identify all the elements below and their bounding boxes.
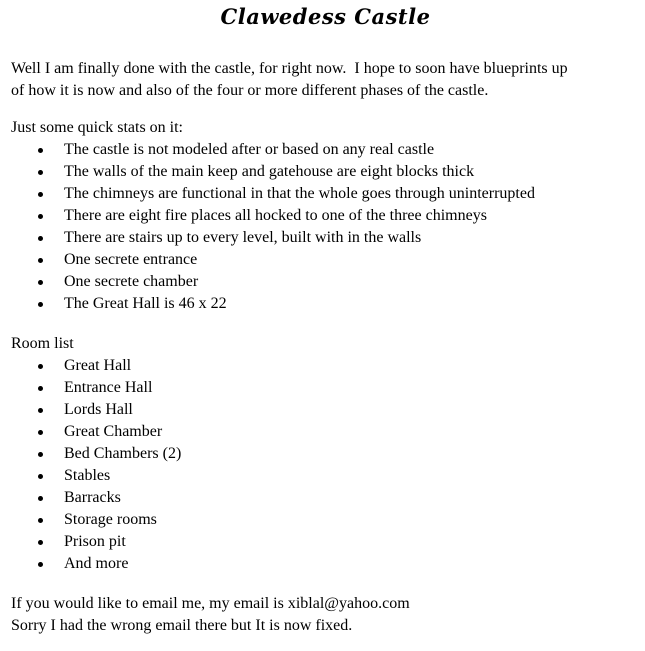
bullet-icon [38,474,43,479]
footer-paragraph [11,593,410,637]
list-item: There are stairs up to every level, built with in the walls [11,227,535,249]
bullet-icon [38,430,43,435]
bullet-icon [38,258,43,263]
list-item: One secrete entrance [11,249,535,271]
stats-list [11,139,535,315]
bullet-icon [38,408,43,413]
list-item: Great Chamber [11,421,181,443]
list-item: Entrance Hall [11,377,181,399]
list-item: One secrete chamber [11,271,535,293]
list-item: Lords Hall [11,399,181,421]
intro-line-2: of how it is now and also of the four or more different phases of the castle. [11,82,489,99]
rooms-list [11,355,181,575]
bullet-icon [38,236,43,241]
bullet-icon [38,280,43,285]
bullet-icon [38,386,43,391]
list-item: The Great Hall is 46 x 22 [11,293,535,315]
intro-paragraph [11,58,568,102]
bullet-icon [38,302,43,307]
bullet-icon [38,452,43,457]
page-title: Clawedess Castle [220,4,431,29]
correction-line: Sorry I had the wrong email there but It is now fixed. [11,617,353,634]
email-line: If you would like to email me, my email is xiblal@yahoo.com [11,595,410,612]
bullet-icon [38,148,43,153]
bullet-icon [38,540,43,545]
list-item: There are eight fire places all hocked to one of the three chimneys [11,205,535,227]
bullet-icon [38,562,43,567]
list-item: Barracks [11,487,181,509]
list-item: Storage rooms [11,509,181,531]
stats-heading: Just some quick stats on it: [11,119,183,136]
rooms-heading: Room list [11,335,74,352]
bullet-icon [38,214,43,219]
list-item: Prison pit [11,531,181,553]
intro-line-1: Well I am finally done with the castle, for right now. I hope to soon have blueprints up [11,60,568,77]
bullet-icon [38,518,43,523]
list-item: The castle is not modeled after or based on any real castle [11,139,535,161]
bullet-icon [38,496,43,501]
bullet-icon [38,364,43,369]
bullet-icon [38,192,43,197]
list-item: Stables [11,465,181,487]
bullet-icon [38,170,43,175]
list-item: The walls of the main keep and gatehouse are eight blocks thick [11,161,535,183]
list-item: Bed Chambers (2) [11,443,181,465]
list-item: The chimneys are functional in that the whole goes through uninterrupted [11,183,535,205]
list-item: And more [11,553,181,575]
list-item: Great Hall [11,355,181,377]
